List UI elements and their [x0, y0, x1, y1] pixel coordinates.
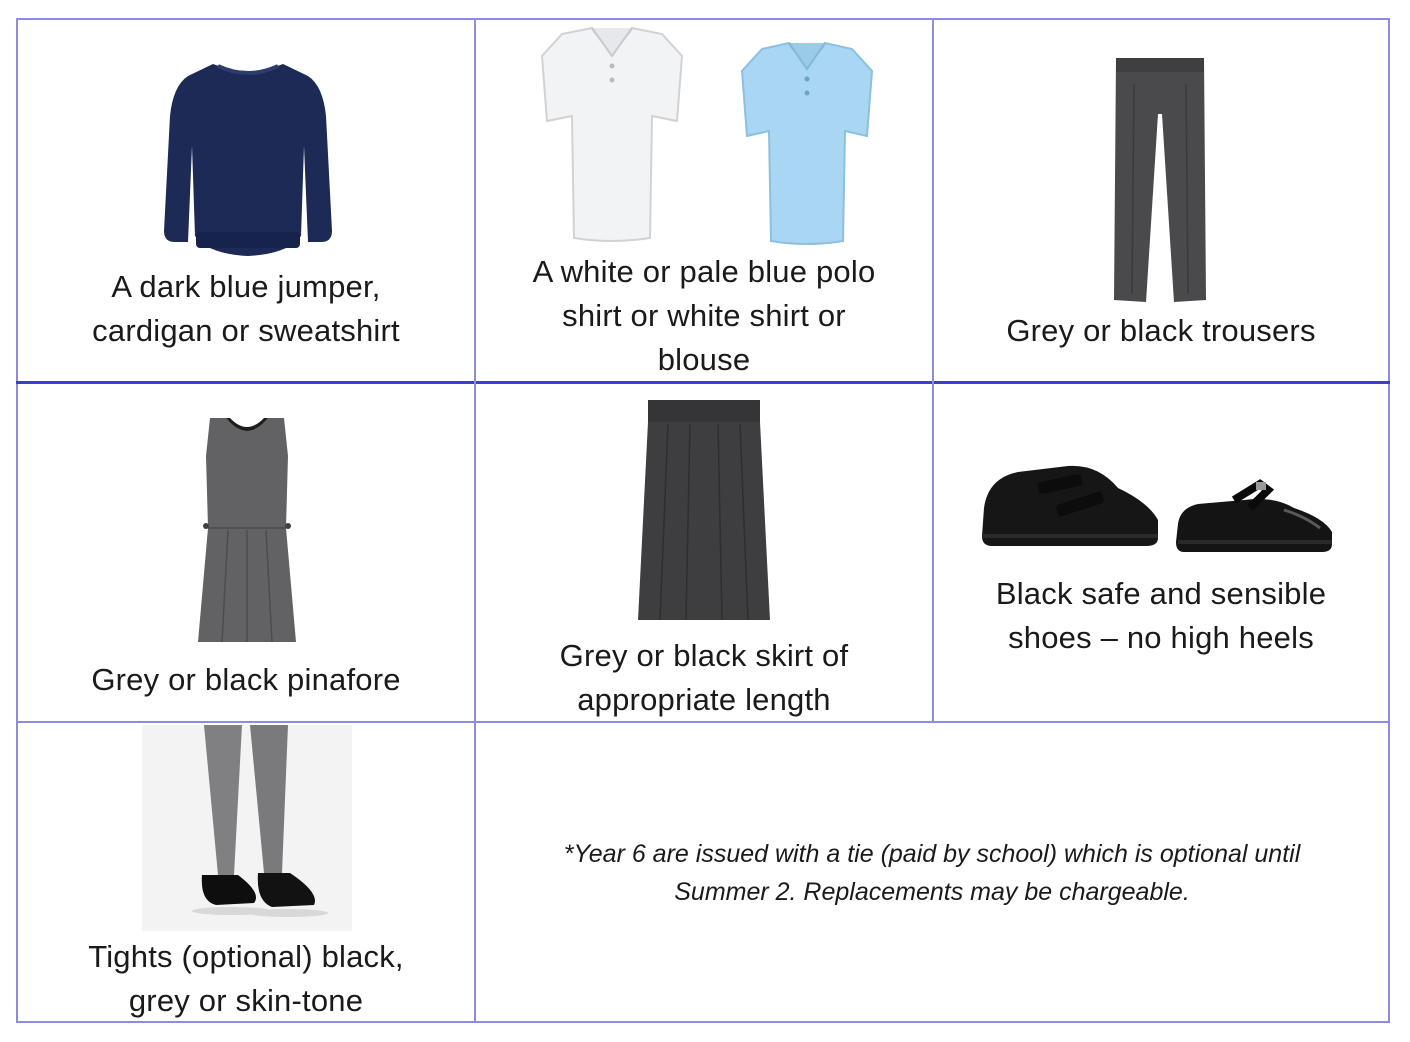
- white-polo: [542, 28, 682, 241]
- cell-trousers: [934, 20, 1388, 381]
- tights-icon: [142, 725, 352, 931]
- table-border-right: [1388, 18, 1390, 1023]
- shoes-icon: [978, 458, 1338, 558]
- trousers-icon: [1110, 54, 1210, 304]
- caption-tights-line1: Tights (optional) black,: [88, 939, 404, 974]
- cell-pinafore: [18, 384, 474, 721]
- blue-polo: [742, 43, 872, 244]
- caption-polo-line3: blouse: [657, 342, 751, 377]
- velcro-shoe: [982, 466, 1158, 546]
- caption-shoes-line1: Black safe and sensible: [995, 576, 1327, 611]
- caption-polo-line2: shirt or white shirt or: [562, 298, 846, 333]
- cell-jumper: [18, 20, 474, 381]
- tie-note-line2: Summer 2. Replacements may be chargeable.: [674, 878, 1190, 906]
- tie-note-line1: *Year 6 are issued with a tie (paid by school) which is optional until: [563, 840, 1301, 868]
- caption-jumper-line1: A dark blue jumper,: [111, 269, 381, 304]
- cell-polo-shirts: [476, 20, 932, 381]
- caption-tights-line2: grey or skin-tone: [128, 983, 364, 1018]
- tbar-shoe: [1176, 482, 1332, 552]
- cell-skirt: [476, 384, 932, 721]
- caption-polo-line1: A white or pale blue polo: [532, 254, 876, 289]
- cell-shoes: [934, 384, 1388, 721]
- cell-note: [476, 723, 1388, 1021]
- caption-shoes-line2: shoes – no high heels: [1008, 620, 1314, 655]
- skirt-icon: [634, 398, 774, 624]
- caption-skirt-line1: Grey or black skirt of: [559, 638, 849, 673]
- polo-shirt-icon: [512, 26, 892, 246]
- caption-jumper-line2: cardigan or sweatshirt: [92, 313, 400, 348]
- pinafore-icon: [192, 416, 302, 646]
- caption-skirt-line2: appropriate length: [577, 682, 831, 717]
- caption-trousers: Grey or black trousers: [1006, 313, 1316, 348]
- caption-pinafore: Grey or black pinafore: [91, 662, 401, 697]
- cell-tights: [18, 723, 474, 1021]
- jumper-icon: [158, 56, 338, 256]
